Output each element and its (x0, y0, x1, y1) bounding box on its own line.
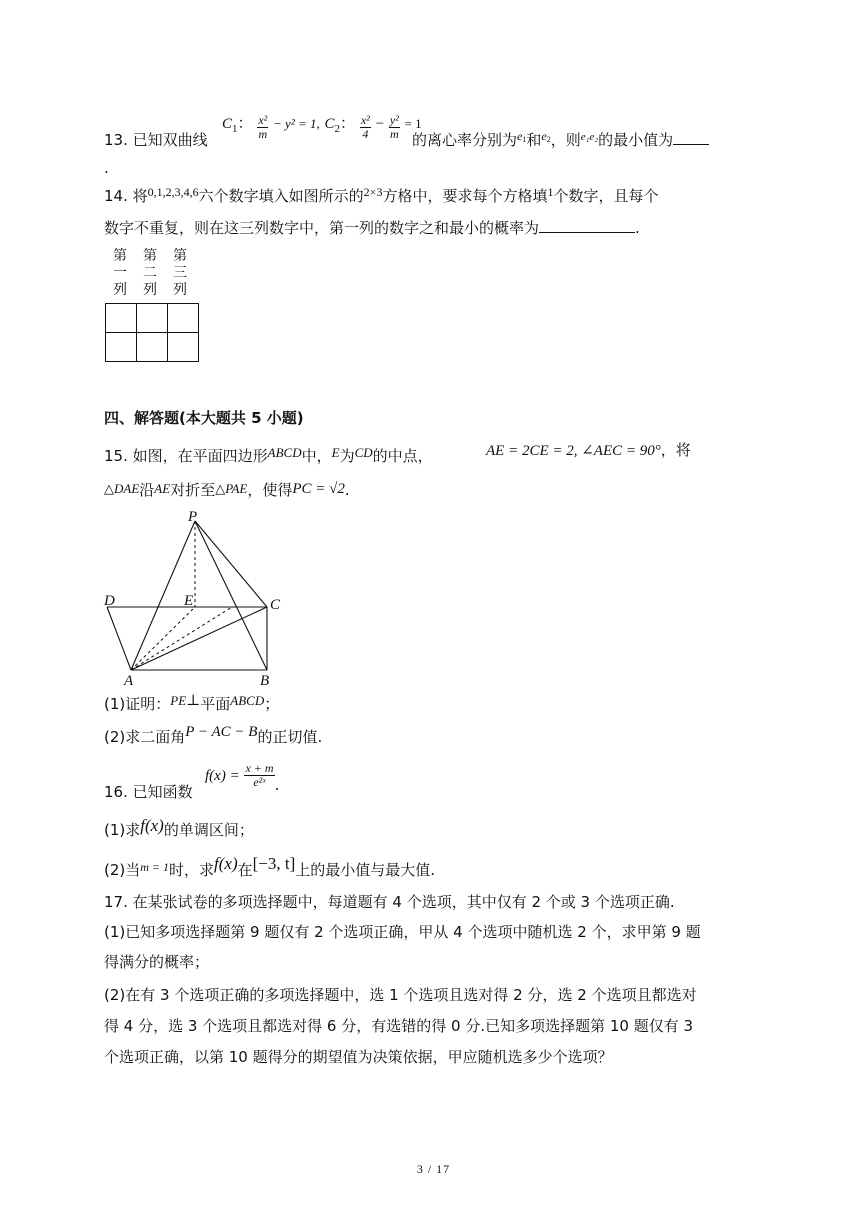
q16-frac (244, 762, 274, 789)
q13-text-c: ，则 (550, 131, 581, 149)
q15-text-a: 如图，在平面四边形 (132, 447, 268, 465)
q14-grid (105, 303, 199, 362)
q15-line2 (104, 480, 350, 501)
q14-col-head-2 (142, 248, 158, 299)
q15-cond-text: AE = 2CE = 2, ∠AEC = 90° (486, 443, 661, 459)
q15-part1-a: (1)证明： (104, 695, 171, 713)
q14-end: . (635, 219, 640, 237)
q14-col2-c2: 二 (143, 265, 157, 281)
q13-c2: C (324, 116, 335, 132)
q13-c2-sub: 2 (334, 123, 341, 135)
q14-answer-blank[interactable] (539, 218, 635, 233)
grid-cell (106, 333, 137, 362)
q13-c1: C (222, 116, 233, 132)
q15-line1 (104, 446, 433, 467)
page-number: 3 / 17 (416, 1162, 451, 1176)
q16-part2-b: 时，求 (169, 861, 215, 879)
q13-text-b: 的离心率分别为 (412, 131, 518, 149)
q13-frac1-num: x² (258, 113, 268, 127)
q16-part1-fx: f(x) (140, 816, 164, 835)
q17-line4: (2)在有 3 个选项正确的多项选择题中，选 1 个选项且选对得 2 分，选 2 个选项且都选对 (104, 986, 697, 1004)
q14-col-head-1 (112, 248, 128, 299)
q13-frac1-den: m (258, 127, 268, 141)
line-PC (195, 521, 267, 607)
line-DA (107, 607, 131, 670)
q14-number: 14. (104, 187, 128, 205)
q13-e2-sub: 2 (546, 135, 551, 144)
q15-part1 (104, 694, 279, 715)
grid-cell (168, 304, 199, 333)
q14-col1-c1: 第 (113, 248, 127, 264)
q16-part1-b: 的单调区间； (163, 821, 254, 839)
q14-col-head-3 (172, 248, 188, 299)
q15-part1-b: 平面 (200, 695, 231, 713)
line-AF (131, 607, 232, 670)
q15-part2-b: 的正切值. (257, 728, 323, 746)
q16-part2-fx: f(x) (214, 854, 238, 873)
q15-pc: PC = √2 (292, 481, 345, 497)
q13-equations: $C_1$： $\frac{\text{x²}}{m}$ − y² = 1, $C_2$： $\frac{\text{x²}}{4}$ − $\frac{\text{y²}}{m}$ = 1 (222, 113, 422, 141)
q17-line6: 个选项正确，以第 10 题得分的期望值为决策依据，甲应随机选多少个选项？ (104, 1048, 613, 1066)
q13-prod: e₁e₂ (580, 131, 599, 143)
q15-text-e: ，将 (660, 441, 691, 459)
line-AC (131, 607, 267, 670)
q13-text: 已知双曲线 (132, 131, 208, 149)
q16-part1-a: (1)求 (104, 821, 141, 839)
q15-text-h: ，使得 (247, 481, 293, 499)
q14-col1-c3: 列 (113, 282, 127, 298)
q14-col2-c1: 第 (143, 248, 157, 264)
label-B: B (260, 673, 270, 689)
q15-part1-perp: ⊥ (186, 693, 201, 709)
q15-cd: CD (354, 445, 373, 460)
q15-number: 15. (104, 447, 128, 465)
q13-frac1 (257, 114, 268, 141)
q13-eq2-rest: = 1 (404, 116, 422, 131)
section-title: 四、解答题(本大题共 5 小题) (104, 409, 304, 427)
label-P: P (188, 510, 198, 525)
q16-part1 (104, 816, 254, 840)
q14-col3-c3: 列 (173, 282, 187, 298)
q16-part2-c: 在 (237, 861, 253, 879)
q13-frac2-den: 4 (362, 127, 369, 141)
label-D: D (104, 593, 115, 609)
q15-part1-pe: PE (170, 693, 187, 708)
q13-number: 13. (104, 131, 128, 149)
q16-part2 (104, 854, 436, 881)
q15-ae: AE (154, 481, 171, 496)
q14-line1 (104, 186, 658, 207)
q15-part1-abcd: ABCD (230, 693, 265, 708)
q15-cond (486, 440, 691, 461)
q16-fx: f(x) = (205, 768, 240, 784)
q14-grid-size: 2×3 (363, 185, 383, 199)
q15-part1-end: ； (264, 695, 280, 713)
q15-text-c: 为 (339, 447, 355, 465)
label-C: C (270, 597, 281, 613)
q13-frac3-den: m (389, 127, 399, 141)
q15-end: . (344, 481, 350, 499)
q13-c1-sub: 1 (232, 123, 238, 135)
q16-part2-m: m = 1 (140, 860, 170, 874)
q13-answer-blank[interactable] (673, 130, 709, 145)
q16-part2-interval: [−3, t] (252, 854, 296, 873)
q14-line2 (104, 218, 640, 238)
label-E: E (184, 593, 194, 609)
q15-part2-a: (2)求二面角 (104, 728, 186, 746)
q14-text-b: 六个数字填入如图所示的 (198, 187, 364, 205)
q16-end: . (274, 776, 280, 794)
q15-text-g: 对折至 (170, 481, 216, 499)
q13-minus: − (375, 116, 385, 132)
q15-e: E (331, 445, 340, 460)
q15-text-f: 沿 (139, 481, 155, 499)
q14-digits: 0,1,2,3,4,6 (147, 185, 199, 199)
q16-frac-num: x + m (245, 761, 274, 775)
line-PB (195, 521, 267, 670)
q16-part2-d: 上的最小值与最大值. (295, 861, 436, 879)
line-AE (131, 607, 195, 670)
q13-e1: e (517, 129, 523, 143)
q14-col1-c2: 一 (113, 265, 127, 281)
q15-part2-angle: P − AC − B (185, 724, 258, 740)
q13-e2: e (541, 129, 547, 143)
q17-line2: (1)已知多项选择题第 9 题仅有 2 个选项正确，甲从 4 个选项中随机选 2 个，求甲第 9 题 (104, 923, 701, 941)
q16-frac-den: e²ˣ (253, 775, 266, 789)
q13-and: 和 (526, 131, 542, 149)
q14-text-d: 个数字，且每个 (553, 187, 659, 205)
q14-text-a: 将 (132, 187, 148, 205)
q15-part2 (104, 724, 323, 748)
q16-line1 (104, 782, 193, 802)
q16-text-a: 已知函数 (132, 783, 193, 801)
q13-line1 (104, 130, 208, 150)
q16-formula (205, 762, 279, 802)
q17-line1: 17. 在某张试卷的多项选择题中，每道题有 4 个选项，其中仅有 2 个或 3 个选项正确. (104, 893, 675, 911)
q13-e1-sub: 1 (522, 135, 527, 144)
q17-line5: 得 4 分，选 3 个选项且都选对得 6 分，有选错的得 0 分.已知多项选择题第 10 题仅有 3 (104, 1017, 694, 1035)
grid-cell (106, 304, 137, 333)
label-A: A (124, 673, 134, 689)
q15-abcd: ABCD (267, 445, 302, 460)
q15-figure (100, 510, 300, 690)
q13-frac3 (389, 114, 400, 141)
q13-colon: ： (237, 116, 253, 132)
q13-line1b (412, 130, 709, 153)
q17-line3: 得满分的概率； (104, 953, 210, 971)
q15-text-d: 的中点， (372, 447, 433, 465)
q14-col3-c2: 三 (173, 265, 187, 281)
q16-part2-a: (2)当 (104, 861, 141, 879)
q15-text-b: 中， (301, 447, 332, 465)
q13-frac2 (360, 114, 371, 141)
grid-cell (168, 333, 199, 362)
q14-text-c: 方格中，要求每个方格填 (382, 187, 548, 205)
q14-col2-c3: 列 (143, 282, 157, 298)
grid-cell (137, 304, 168, 333)
q14-one: 1 (547, 185, 554, 199)
q15-tri-pae: △PAE (215, 481, 248, 496)
q14-col3-c1: 第 (173, 248, 187, 264)
q13-eq1-rest: − y² = 1, (273, 116, 320, 131)
q13-end-dot: . (104, 159, 109, 177)
q14-line2-text: 数字不重复，则在这三列数字中，第一列的数字之和最小的概率为 (104, 219, 540, 237)
q15-tri-dae: △DAE (104, 481, 140, 496)
grid-cell (137, 333, 168, 362)
q13-text-d: 的最小值为 (598, 131, 674, 149)
q13-frac3-num: y² (389, 113, 399, 127)
q16-number: 16. (104, 783, 128, 801)
q13-frac2-num: x² (360, 113, 370, 127)
